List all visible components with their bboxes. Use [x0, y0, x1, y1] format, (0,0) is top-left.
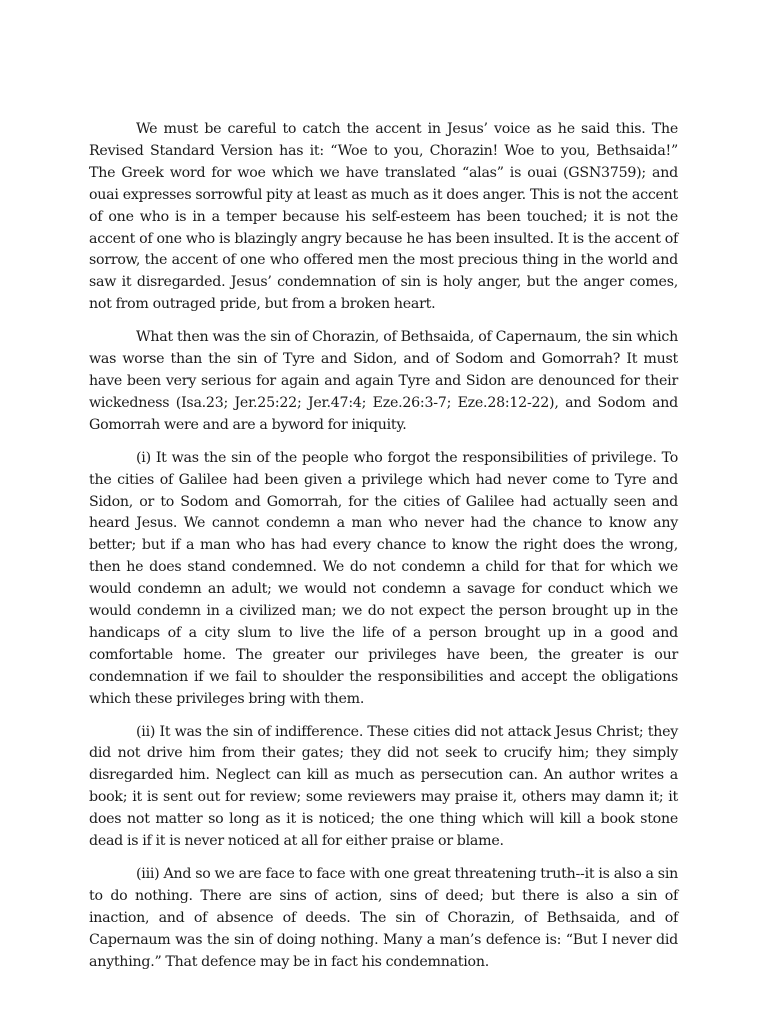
paragraph-sin-of-chorazin: What then was the sin of Chorazin, of Bethsaida, of Capernaum, the sin which was worse than the sin of Tyre and Sidon, and of Sodom and Gomorrah? It must have been very serious for again and again Tyre and Sidon are denounced for their wickedness (Isa.23; Jer.25:22; Jer.47:4; Eze.26:3-7; Eze.28:12-22), and Sodom and Gomorrah were and are a byword for iniquity.	[89, 329, 678, 433]
document-page	[89, 119, 678, 985]
paragraph-responsibilities-of-privilege: (i) It was the sin of the people who forgot the responsibilities of privilege. To the cities of Galilee had been given a privilege which had never come to Tyre and Sidon, or to Sodom and Gomorrah, for the cities of Galilee had actually seen and heard Jesus. We cannot condemn a man who never had the chance to know any better; but if a man who has had every chance to know the right does the wrong, then he does stand condemned. We do not condemn a child for that for which we would condemn an adult; we would not condemn a savage for conduct which we would condemn in a civilized man; we do not expect the person brought up in the handicaps of a city slum to live the life of a person brought up in a good and comfortable home. The greater our privileges have been, the greater is our condemnation if we fail to shoulder the responsibilities and accept the obligations which these privileges bring with them.	[89, 449, 678, 707]
paragraph-accent-of-sorrow: We must be careful to catch the accent in Jesus’ voice as he said this. The Revised Standard Version has it: “Woe to you, Chorazin! Woe to you, Bethsaida!” The Greek word for woe which we have translated “alas” is ouai (GSN3759); and ouai expresses sorrowful pity at least as much as it does anger. This is not the accent of one who is in a temper because his self-esteem has been touched; it is not the accent of one who is blazingly angry because he has been insulted. It is the accent of sorrow, the accent of one who offered men the most precious thing in the world and saw it disregarded. Jesus’ condemnation of sin is holy anger, but the anger comes, not from outraged pride, but from a broken heart.	[89, 121, 678, 313]
paragraph-sin-of-indifference: (ii) It was the sin of indifference. These cities did not attack Jesus Christ; they did not drive him from their gates; they did not seek to crucify him; they simply disregarded him. Neglect can kill as much as persecution can. An author writes a book; it is sent out for review; some reviewers may praise it, others may damn it; it does not matter so long as it is noticed; the one thing which will kill a book stone dead is if it is never noticed at all for either praise or blame.	[89, 723, 678, 850]
paragraph-sin-of-doing-nothing: (iii) And so we are face to face with one great threatening truth--it is also a sin to do nothing. There are sins of action, sins of deed; but there is also a sin of inaction, and of absence of deeds. The sin of Chorazin, of Bethsaida, and of Capernaum was the sin of doing nothing. Many a man’s defence is: “But I never did anything.” That defence may be in fact his condemnation.	[89, 866, 678, 970]
